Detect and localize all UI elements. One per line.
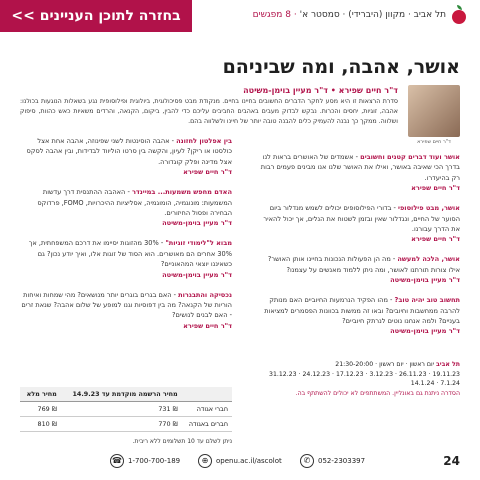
lecture-description: - מה הן הפעולות הנכונות בחיינו אותן האושר? אילו צורות תורתנו לאושר, ומה ניתן ללמוד מאנשים על עצמנו? bbox=[267, 255, 460, 274]
lecture-item bbox=[258, 295, 460, 336]
page-header bbox=[0, 0, 480, 36]
schedule-dates: 19.11.23 · 26.11.23 · 3.12.23 · 17.12.23 · 24.12.23 · 31.12.23 bbox=[269, 370, 460, 378]
price-cell: חברי אגודה bbox=[182, 402, 232, 417]
schedule-location: תל אביב bbox=[436, 361, 460, 368]
lecture-description: - האם בגרים בוגרים יותר מנושאים? מהי שמחות ואיחות הוריות של הקנאה? מה בין דפוסיות וגנו למופע של שלום אהבה? שנאת זרים - האם לבנים לנושים? bbox=[21, 290, 232, 320]
globe-icon: ⊕ bbox=[198, 454, 212, 468]
lecturer-name: ד"ר מעיין בוימן-משיטה bbox=[390, 327, 460, 336]
price-cell: ₪ 810 bbox=[20, 417, 61, 432]
phone-number: 052-2303397 bbox=[318, 457, 366, 465]
lecture-title: בין אפלטון לחזונה bbox=[176, 137, 232, 145]
schedule-info bbox=[258, 360, 460, 398]
price-cell: ₪ 770 bbox=[61, 417, 182, 432]
price-header: מחיר הרשמה מוקדמת עד 14.9.23 bbox=[61, 387, 182, 402]
lecturer-name: ד"ר חיים שפירא bbox=[411, 184, 460, 193]
lecturer-name: ד"ר חיים שפירא bbox=[183, 321, 232, 330]
lecture-description: - אהבה הוסינטות לשני שפינוזה, אהבה אחת אצל כולסטו או ריקן? לעיון, והקשה בין סרטו הוליווד לבדידות, ובין אהבה לסקס אצל מדינה ופלק קוגדורה. bbox=[26, 137, 232, 166]
page-number: 24 bbox=[443, 454, 460, 468]
lecture-title: תחשוב טוב יהיה טוב? bbox=[394, 296, 460, 305]
apple-logo-icon bbox=[452, 10, 466, 24]
lecture-item bbox=[20, 187, 232, 228]
lecture-title: אושר, מבט פילוסופי bbox=[398, 204, 460, 213]
phone-contact[interactable] bbox=[300, 454, 365, 468]
lecture-title: נכסיקה והתבגרות bbox=[178, 290, 232, 299]
website-url: openu.ac.il/ascolot bbox=[216, 457, 282, 465]
price-table bbox=[20, 387, 232, 432]
schedule-dates-cont: 7.1.24 · 14.1.24 bbox=[410, 380, 460, 388]
table-row bbox=[20, 417, 232, 432]
lecture-item bbox=[258, 203, 460, 244]
lecture-description: - בדורי הפילוסופים יכולים לשמש מנדלור ביום הסוער של החיים, ונגדלור שאין ובזמן לשטוח את הנלים, אך יכול להאיר את הדרך עבורנו. bbox=[263, 204, 460, 234]
breadcrumb-place: תל אביב · מקוון (היברידי) · סמסטר א' bbox=[299, 10, 446, 20]
payment-note: ניתן לשלם עד 10 תשלומים ללא ריבית. bbox=[132, 438, 232, 445]
intro-lecturers: ד"ר חיים שפירא • ד"ר מעיין בוימן-משיטה bbox=[243, 86, 398, 95]
breadcrumb-sessions: · 8 מפגשים bbox=[252, 10, 300, 20]
lecture-item bbox=[20, 136, 232, 177]
lecturer-name: ד"ר מעיין בוימן-משיטה bbox=[162, 270, 232, 279]
lecturer-name: ד"ר חיים שפירא bbox=[183, 168, 232, 177]
left-lecture-column bbox=[20, 136, 232, 341]
lecturer-name: ד"ר חיים שפירא bbox=[411, 235, 460, 244]
whatsapp-icon: ✆ bbox=[300, 454, 314, 468]
phone-icon: ☎ bbox=[110, 454, 124, 468]
price-header bbox=[182, 387, 232, 402]
lecturer-photo bbox=[408, 85, 460, 137]
online-note: הסדרה ניתנת גם באונליין. המשתתפים לא יכולים להשתתף בה. bbox=[295, 389, 460, 397]
schedule-time: יום ראשון · יום ראשון · 21:30-20:00 bbox=[335, 361, 435, 368]
lecture-item bbox=[258, 254, 460, 285]
lecture-description: - 30% מהזוגות יסיימו את דרכם המשפחתית, אך 30% אחרים הם מאושרים. הוא הסוד של זוגות אלו, ואיך יודע נכון? גם כשאיננו יוצאי המהאוניים? bbox=[28, 239, 232, 269]
price-header: מחיר מלא bbox=[20, 387, 61, 402]
lecturer-name: ד"ר מעיין בוימן-משיטה bbox=[162, 219, 232, 228]
lecture-description: - אשמדים של האושרים בראות לנו בדרך הכי שאיבה באושר, ואילו את האושר שלנו אנו מבינים פעמים רבות רק בהיעדרו. bbox=[260, 153, 460, 182]
price-cell: ₪ 731 bbox=[61, 402, 182, 417]
back-to-contents-link[interactable]: בחזרה לתוכן העניינים >> bbox=[0, 0, 192, 32]
lecture-title: אושר, הלכה למעשה bbox=[397, 255, 460, 264]
phone-number: 1-700-700-189 bbox=[128, 457, 181, 465]
phone-contact[interactable] bbox=[110, 454, 180, 468]
lecture-description: - האהבה ההתנסית דרך עדשות המשמעות: מונוגמיה, הומוגמיה, אסליציות ההיכרויות, FOMO, פרדוקס הבחירה ופסול החיזורים. bbox=[37, 188, 232, 218]
table-row bbox=[20, 402, 232, 417]
price-cell: ₪ 769 bbox=[20, 402, 61, 417]
right-lecture-column bbox=[258, 152, 460, 346]
lecture-item bbox=[258, 152, 460, 193]
intro-paragraph: סדרת הרצאות זו היא מסע לחקר הדברים החשובים בחיינו בחיים. מנקודת מבט פסיכולוגית, ביולוגית ופילוסופית נגע בשאלות הנוגעות בכולנו: אהבה, זוגיות, יחסים והכרות. נבקש לבדוק מעבים באהבים החביבים עליכם כדי להבין, ביקום, הקנאה, והרדים משאיות כאש כהוות, סיפוק ושלווה. ממקך כך נבנה להעמיק כלים להבנה טובה יותר של חיינו ולשלווה בהם. bbox=[20, 98, 398, 125]
photo-caption: ד"ר חיים שפירא bbox=[417, 139, 451, 145]
lecture-description: - מהו הפקיד הנרמעות החיוביים האם מנותק להרבה ממחשבות וחיובים? ובאו זה ממשות בכוונות הפסמרים למציאות בעניים? ולמה אנחנו נוטים לנרתק חיוביים? bbox=[264, 296, 460, 326]
lecture-item bbox=[20, 238, 232, 279]
page-title: אושר, אהבה, ומה שביניהם bbox=[222, 56, 460, 78]
course-location-breadcrumb bbox=[253, 10, 446, 20]
lecture-title: אושר ועוד דברים קטנים וחשובים bbox=[360, 153, 460, 161]
website-link[interactable] bbox=[198, 454, 282, 468]
lecture-title: מבוא ל"לימודי זוגיות" bbox=[165, 239, 232, 248]
page-footer bbox=[0, 450, 480, 480]
lecture-item bbox=[20, 290, 232, 331]
lecturer-name: ד"ר מעיין בוימן-משיטה bbox=[390, 276, 460, 285]
price-cell: חברים באגודה bbox=[182, 417, 232, 432]
lecture-title: האדם מחפש משמעות... במיינדר bbox=[131, 188, 232, 197]
